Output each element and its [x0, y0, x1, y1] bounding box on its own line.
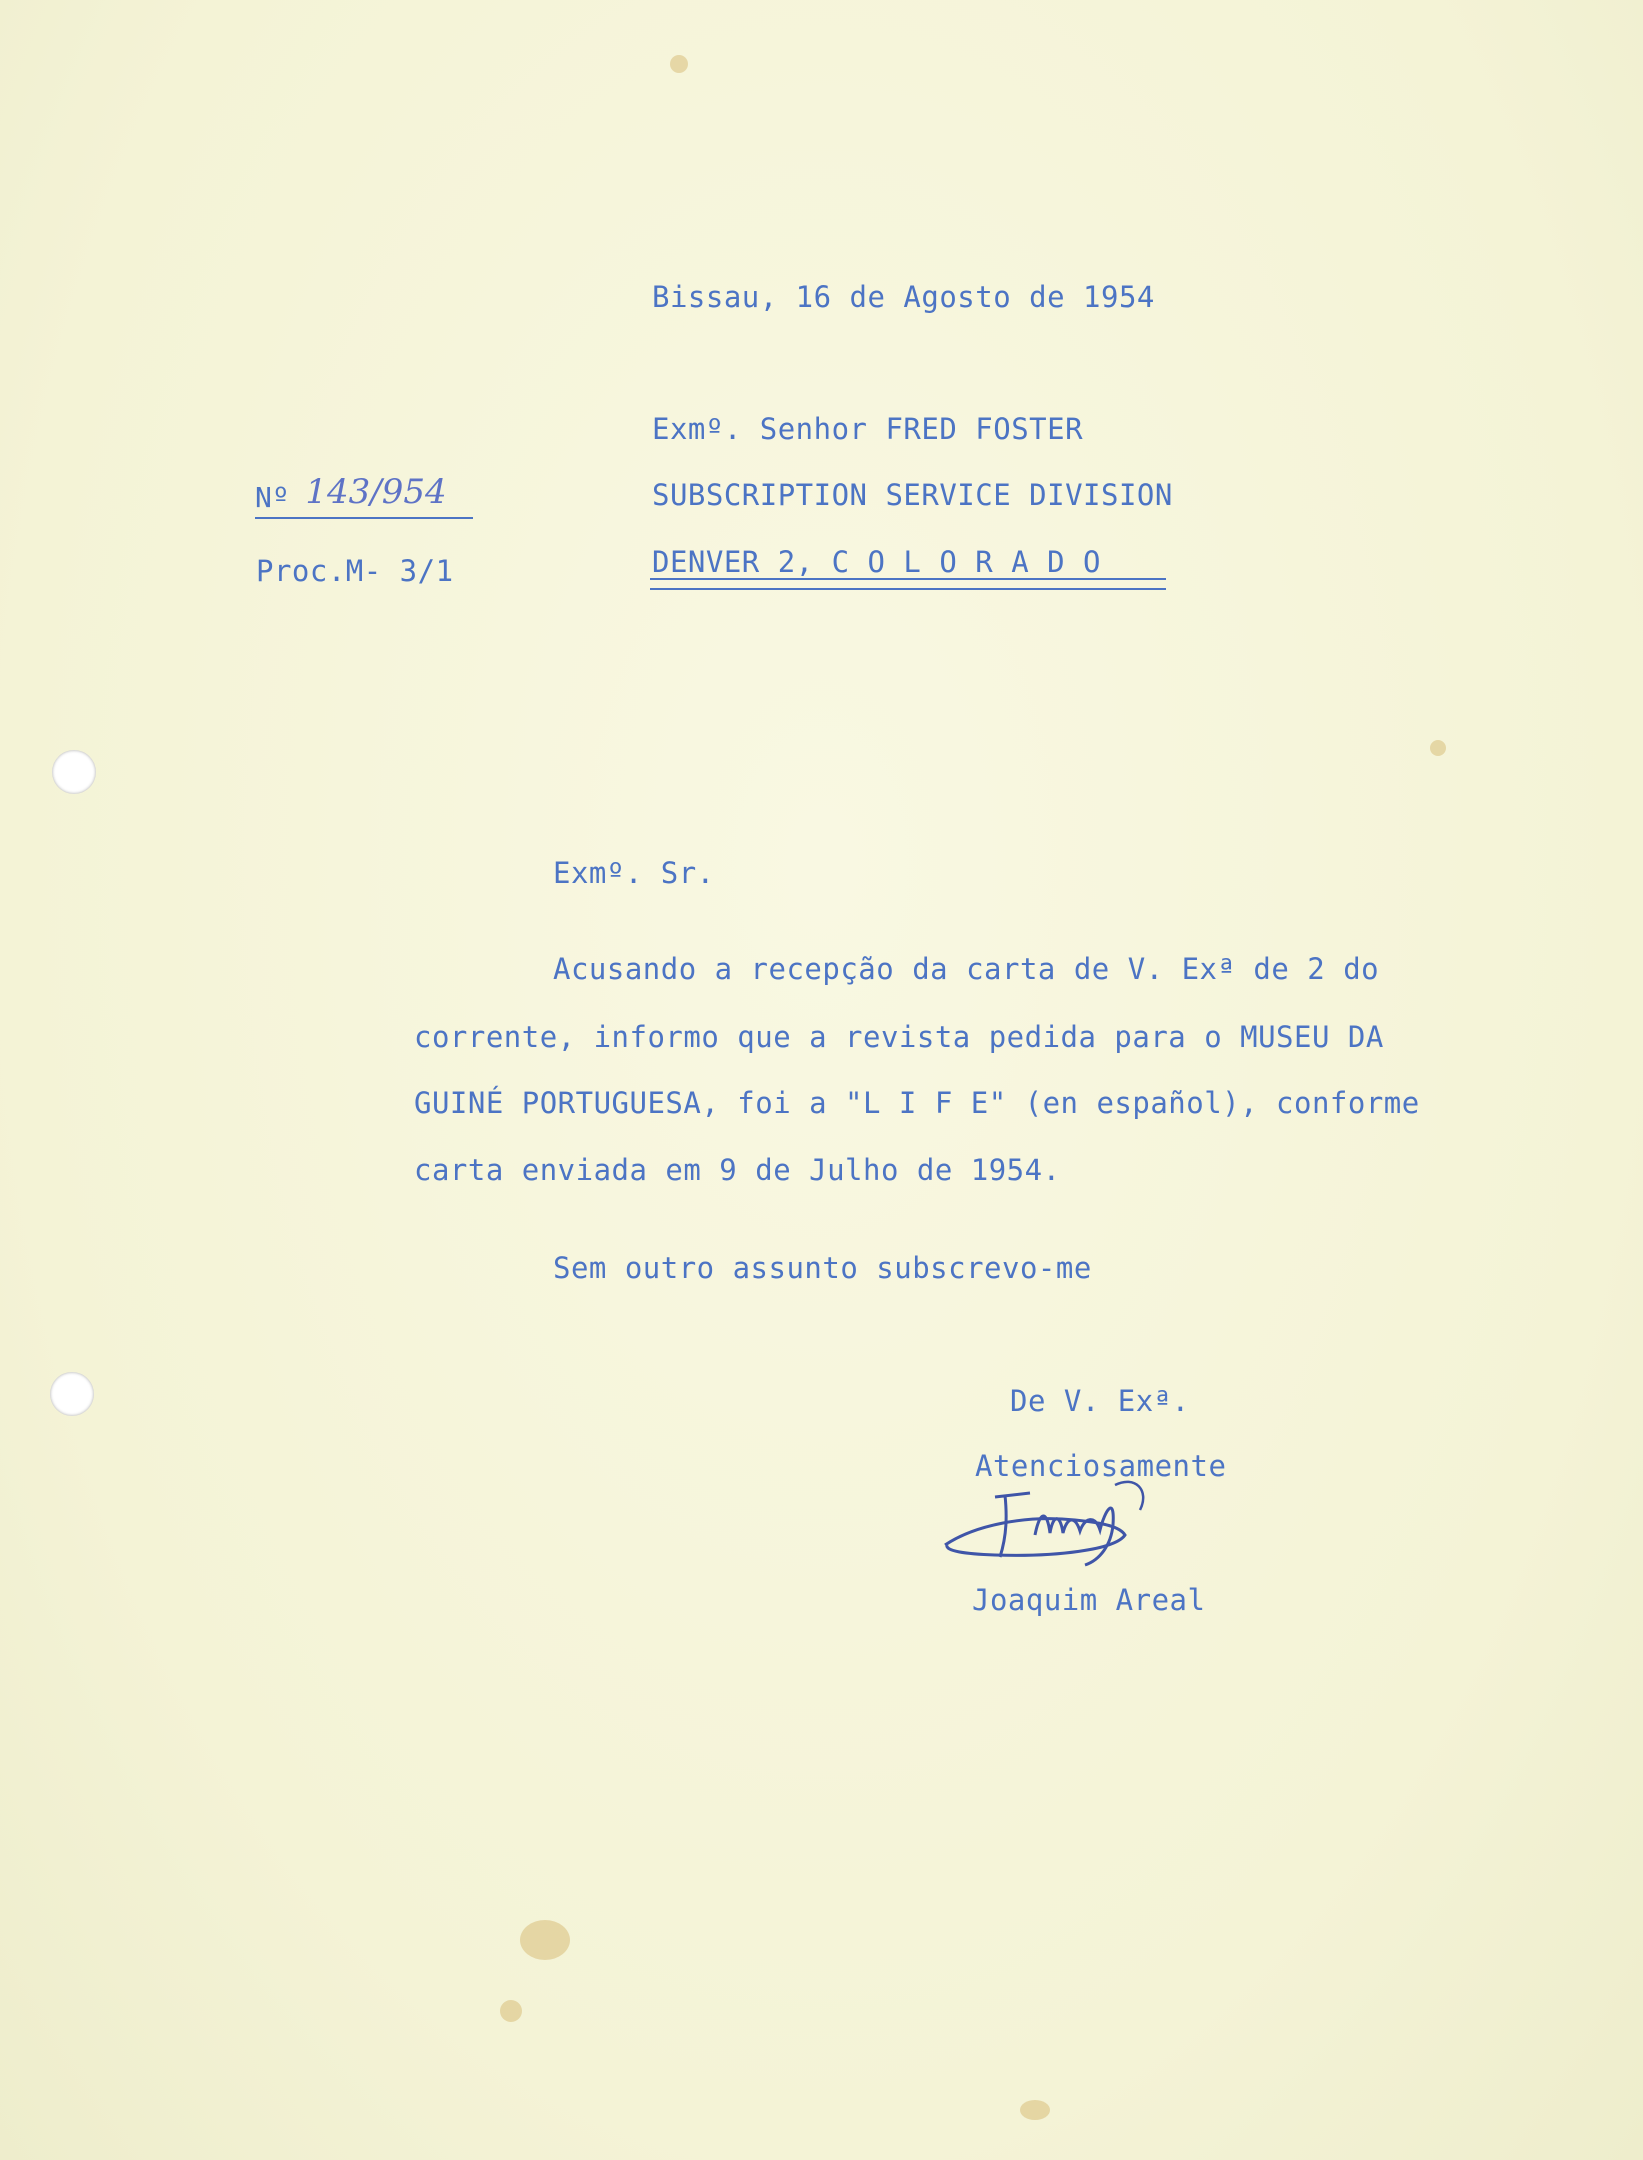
- body-line-2: corrente, informo que a revista pedida para o MUSEU DA: [414, 1020, 1384, 1054]
- handwritten-signature: [935, 1465, 1225, 1575]
- reference-number: [255, 472, 447, 516]
- closing-line-1: De V. Exª.: [1010, 1384, 1190, 1418]
- place-date: Bissau, 16 de Agosto de 1954: [652, 280, 1155, 314]
- paper-stain: [670, 55, 688, 73]
- punch-hole-top: [52, 750, 96, 794]
- body-line-3: GUINÉ PORTUGUESA, foi a "L I F E" (en español), conforme: [414, 1086, 1420, 1120]
- recipient-line-1: Exmº. Senhor FRED FOSTER: [652, 412, 1084, 446]
- reference-number-value: 143/954: [305, 472, 447, 512]
- paper-stain: [1430, 740, 1446, 756]
- paper-stain: [1020, 2100, 1050, 2120]
- signer-name: Joaquim Areal: [972, 1583, 1206, 1617]
- body-line-1: Acusando a recepção da carta de V. Exª de 2 do: [553, 952, 1380, 986]
- punch-hole-bottom: [50, 1372, 94, 1416]
- reference-number-underline: [255, 517, 473, 519]
- paper-stain: [520, 1920, 570, 1960]
- closing-sentence: Sem outro assunto subscrevo-me: [553, 1251, 1092, 1285]
- recipient-line-3: DENVER 2, C O L O R A D O: [652, 545, 1101, 579]
- recipient-city-underline: [650, 578, 1166, 590]
- reference-number-label: Nº: [255, 481, 290, 514]
- process-reference: Proc.M- 3/1: [256, 554, 454, 588]
- body-line-4: carta enviada em 9 de Julho de 1954.: [414, 1153, 1061, 1187]
- recipient-line-2: SUBSCRIPTION SERVICE DIVISION: [652, 478, 1173, 512]
- closing-line-2: Atenciosamente: [975, 1449, 1227, 1483]
- salutation: Exmº. Sr.: [553, 856, 715, 890]
- paper-stain: [500, 2000, 522, 2022]
